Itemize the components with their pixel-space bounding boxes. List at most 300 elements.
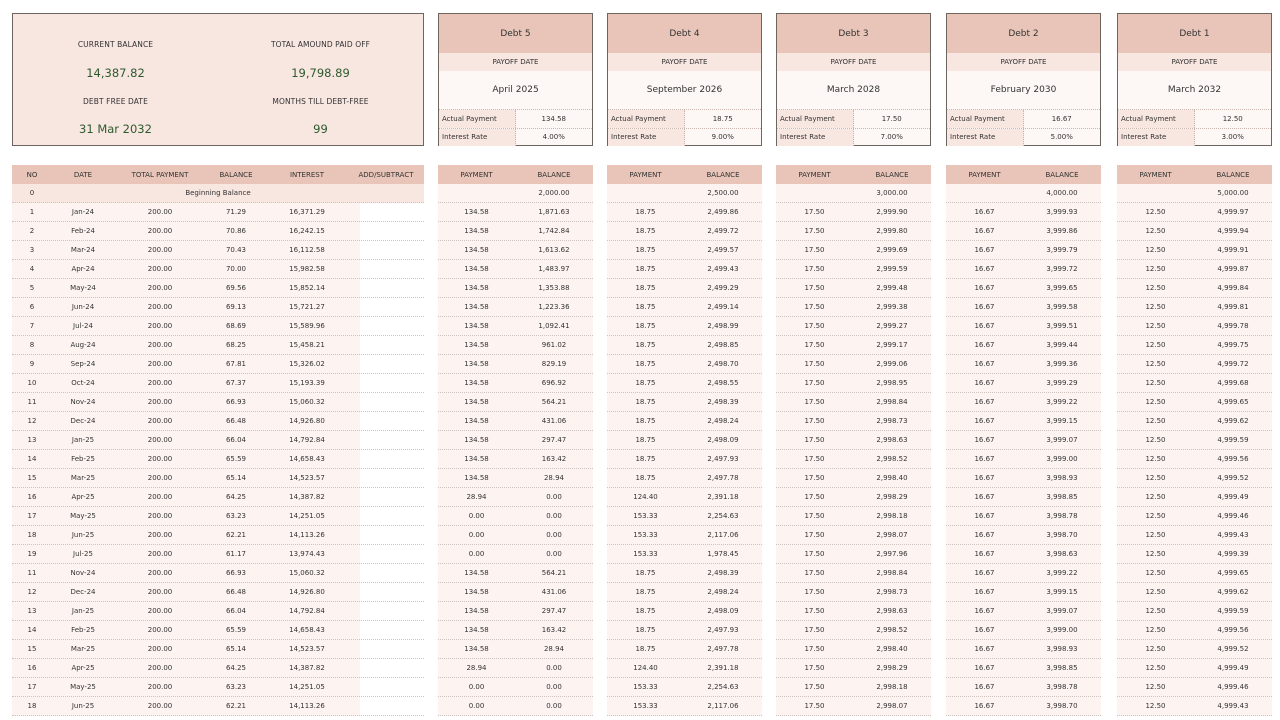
payment-cell: 134.58: [464, 208, 489, 216]
balance-cell: 66.48: [225, 417, 247, 425]
payment-cell: 18.75: [635, 455, 656, 463]
balance-cell: 28.94: [543, 645, 565, 653]
payment-cell: 12.50: [1145, 246, 1166, 254]
balance-cell: 2,999.38: [876, 303, 908, 311]
col-balance: BALANCE: [219, 170, 253, 179]
table-row: [776, 526, 931, 545]
payment-cell: 153.33: [633, 550, 658, 558]
balance-cell: 2,497.78: [707, 645, 739, 653]
table-row: [12, 678, 424, 697]
interest-cell: 13,974.43: [289, 550, 325, 558]
payment-cell: 17.50: [804, 341, 825, 349]
table-header: [946, 165, 1101, 184]
balance-cell: 4,999.46: [1217, 512, 1249, 520]
balance-cell: 68.25: [225, 341, 247, 349]
balance-cell: 4,999.52: [1217, 474, 1249, 482]
table-row: [12, 279, 424, 298]
add-subtract-cell[interactable]: [348, 583, 424, 601]
balance-cell: 2,998.07: [876, 702, 908, 710]
debt-table: [946, 165, 1101, 716]
no-cell: 7: [29, 322, 35, 330]
table-row: [438, 545, 593, 564]
balance-cell: 564.21: [541, 398, 567, 406]
balance-cell: 67.81: [225, 360, 247, 368]
table-row: [607, 640, 762, 659]
interest-cell: 15,193.39: [289, 379, 325, 387]
debt-free-date-value: 31 Mar 2032: [79, 122, 152, 136]
balance-cell: 2,998.52: [876, 455, 908, 463]
table-row: [607, 241, 762, 260]
add-subtract-cell[interactable]: [348, 203, 424, 221]
add-subtract-cell[interactable]: [348, 564, 424, 582]
actual-payment-row: [777, 109, 930, 128]
balance-cell: 3,999.79: [1046, 246, 1078, 254]
date-cell: Apr-25: [71, 493, 95, 501]
debt-free-date-label: DEBT FREE DATE: [83, 96, 148, 106]
total-payment-cell: 200.00: [147, 664, 173, 672]
table-row: [946, 526, 1101, 545]
payment-cell: 0.00: [468, 702, 485, 710]
add-subtract-cell[interactable]: [348, 298, 424, 316]
payment-cell: 18.75: [635, 607, 656, 615]
interest-rate-row: [439, 128, 592, 147]
balance-cell: 3,999.07: [1046, 607, 1078, 615]
table-row: [776, 374, 931, 393]
interest-cell: 14,926.80: [289, 417, 325, 425]
payment-cell: 12.50: [1145, 645, 1166, 653]
add-subtract-cell[interactable]: [348, 545, 424, 563]
table-row: [1117, 602, 1272, 621]
add-subtract-cell[interactable]: [348, 393, 424, 411]
table-row: [1117, 697, 1272, 716]
debt-table: [438, 165, 593, 716]
no-cell: 2: [29, 227, 35, 235]
balance-cell: 2,998.63: [876, 436, 908, 444]
balance-cell: 62.21: [225, 702, 247, 710]
interest-cell: 14,523.57: [289, 645, 325, 653]
balance-cell: 0.00: [546, 531, 562, 539]
interest-rate-label: Interest Rate: [947, 129, 1024, 147]
balance-cell: 1,223.36: [538, 303, 570, 311]
payment-cell: 16.67: [974, 436, 995, 444]
payment-cell: 18.75: [635, 398, 656, 406]
summary-panel: [12, 13, 424, 146]
table-row: [776, 412, 931, 431]
interest-cell: 15,852.14: [289, 284, 325, 292]
payment-cell: 12.50: [1145, 493, 1166, 501]
payment-cell: 18.75: [635, 360, 656, 368]
table-row: [946, 564, 1101, 583]
add-subtract-cell[interactable]: [348, 469, 424, 487]
total-payment-cell: 200.00: [147, 550, 173, 558]
balance-cell: 2,998.40: [876, 474, 908, 482]
add-subtract-cell[interactable]: [348, 374, 424, 392]
total-payment-cell: 200.00: [147, 645, 173, 653]
payment-cell: 17.50: [804, 588, 825, 596]
payment-cell: 17.50: [804, 303, 825, 311]
date-cell: Feb-25: [71, 455, 95, 463]
total-payment-cell: 200.00: [147, 379, 173, 387]
table-row: [607, 374, 762, 393]
no-cell: 14: [27, 626, 37, 634]
balance-cell: 2,998.73: [876, 417, 908, 425]
balance-cell: 0.00: [546, 664, 562, 672]
balance-cell: 2,500.00: [707, 189, 739, 197]
table-row: [1117, 621, 1272, 640]
debt-card: [946, 13, 1101, 146]
add-subtract-cell[interactable]: [348, 640, 424, 658]
payment-cell: 18.75: [635, 379, 656, 387]
actual-payment-value[interactable]: 12.50: [1222, 114, 1243, 123]
payment-cell: 134.58: [464, 398, 489, 406]
payment-cell: 134.58: [464, 455, 489, 463]
balance-cell: 66.04: [225, 607, 247, 615]
interest-cell: 14,251.05: [289, 683, 325, 691]
table-row: [12, 545, 424, 564]
interest-cell: 14,523.57: [289, 474, 325, 482]
payment-cell: 16.67: [974, 683, 995, 691]
interest-rate-value[interactable]: 3.00%: [1221, 133, 1244, 142]
interest-rate-label: Interest Rate: [608, 129, 685, 147]
table-row: [12, 374, 424, 393]
no-cell: 16: [27, 664, 37, 672]
balance-cell: 2,999.69: [876, 246, 908, 254]
debt-name: Debt 3: [777, 14, 930, 53]
add-subtract-cell[interactable]: [348, 355, 424, 373]
table-row: [12, 488, 424, 507]
debt-name: Debt 4: [608, 14, 761, 53]
add-subtract-cell[interactable]: [348, 336, 424, 354]
balance-cell: 66.93: [225, 398, 247, 406]
payment-cell: 16.67: [974, 702, 995, 710]
payment-cell: 17.50: [804, 550, 825, 558]
table-row: [438, 678, 593, 697]
actual-payment-label: Actual Payment: [947, 110, 1024, 128]
balance-cell: 1,353.88: [538, 284, 570, 292]
table-row: [776, 640, 931, 659]
add-subtract-cell[interactable]: [348, 450, 424, 468]
col-payment: PAYMENT: [968, 170, 1001, 179]
payment-cell: 12.50: [1145, 284, 1166, 292]
table-row: [607, 564, 762, 583]
balance-cell: 4,999.46: [1217, 683, 1249, 691]
interest-rate-value[interactable]: 4.00%: [542, 133, 565, 142]
balance-cell: 3,999.22: [1046, 569, 1078, 577]
balance-cell: 0.00: [546, 512, 562, 520]
table-row: [946, 203, 1101, 222]
total-payment-cell: 200.00: [147, 417, 173, 425]
total-payment-cell: 200.00: [147, 588, 173, 596]
payment-cell: 134.58: [464, 265, 489, 273]
table-row: [776, 621, 931, 640]
payment-cell: 12.50: [1145, 474, 1166, 482]
payment-cell: 17.50: [804, 455, 825, 463]
table-row: [776, 393, 931, 412]
table-row: [607, 317, 762, 336]
table-row: [438, 697, 593, 716]
balance-cell: 4,999.52: [1217, 645, 1249, 653]
table-row: [776, 317, 931, 336]
balance-cell: 2,998.52: [876, 626, 908, 634]
table-row: [438, 583, 593, 602]
payment-cell: 18.75: [635, 208, 656, 216]
balance-cell: 2,998.84: [876, 569, 908, 577]
balance-cell: 4,999.91: [1217, 246, 1249, 254]
row-no: 0: [29, 189, 35, 197]
table-row: [946, 279, 1101, 298]
table-row: [1117, 241, 1272, 260]
payment-cell: 16.67: [974, 341, 995, 349]
payoff-date-value: September 2026: [646, 85, 723, 95]
add-subtract-cell[interactable]: [348, 621, 424, 639]
payment-cell: 12.50: [1145, 379, 1166, 387]
interest-rate-row: [1118, 128, 1271, 147]
interest-rate-value[interactable]: 7.00%: [880, 133, 903, 142]
table-row: [438, 203, 593, 222]
payment-cell: 153.33: [633, 702, 658, 710]
balance-cell: 2,997.96: [876, 550, 908, 558]
balance-cell: 2,497.93: [707, 455, 739, 463]
total-payment-cell: 200.00: [147, 246, 173, 254]
balance-cell: 4,999.49: [1217, 493, 1249, 501]
table-row: [1117, 583, 1272, 602]
balance-cell: 3,998.63: [1046, 550, 1078, 558]
balance-cell: 4,999.43: [1217, 531, 1249, 539]
table-row: [607, 507, 762, 526]
interest-rate-label: Interest Rate: [1118, 129, 1195, 147]
balance-cell: 3,998.78: [1046, 512, 1078, 520]
table-row: [1117, 279, 1272, 298]
col-interest: INTEREST: [289, 170, 324, 179]
debt-table: [776, 165, 931, 716]
balance-cell: 3,999.15: [1046, 417, 1078, 425]
table-row: [12, 336, 424, 355]
date-cell: May-24: [70, 284, 96, 292]
balance-cell: 4,999.65: [1217, 398, 1249, 406]
add-subtract-cell[interactable]: [348, 678, 424, 696]
table-row: [946, 222, 1101, 241]
balance-cell: 70.86: [225, 227, 247, 235]
interest-cell: 16,371.29: [289, 208, 325, 216]
balance-cell: 3,999.93: [1046, 208, 1078, 216]
payment-cell: 12.50: [1145, 341, 1166, 349]
table-row: [776, 298, 931, 317]
balance-cell: 3,999.07: [1046, 436, 1078, 444]
table-row: [12, 393, 424, 412]
table-row: [1117, 526, 1272, 545]
table-row: [776, 184, 931, 203]
payment-cell: 134.58: [464, 246, 489, 254]
interest-rate-value[interactable]: 9.00%: [711, 133, 734, 142]
actual-payment-value[interactable]: 18.75: [712, 114, 733, 123]
table-row: [946, 602, 1101, 621]
add-subtract-cell[interactable]: [348, 602, 424, 620]
no-cell: 12: [27, 588, 37, 596]
table-row: [438, 431, 593, 450]
table-header: [12, 165, 424, 184]
balance-cell: 1,613.62: [538, 246, 570, 254]
add-subtract-cell[interactable]: [348, 241, 424, 259]
table-row: [1117, 431, 1272, 450]
balance-cell: 2,497.93: [707, 626, 739, 634]
interest-cell: 15,060.32: [289, 569, 325, 577]
add-subtract-cell[interactable]: [348, 526, 424, 544]
balance-cell: 431.06: [541, 588, 567, 596]
balance-cell: 4,999.84: [1217, 284, 1249, 292]
total-payment-cell: 200.00: [147, 512, 173, 520]
balance-cell: 4,999.56: [1217, 626, 1249, 634]
add-subtract-cell[interactable]: [348, 260, 424, 278]
balance-cell: 1,742.84: [538, 227, 570, 235]
balance-cell: 0.00: [546, 702, 562, 710]
add-subtract-cell[interactable]: [348, 431, 424, 449]
payment-cell: 12.50: [1145, 550, 1166, 558]
date-cell: Nov-24: [70, 398, 96, 406]
add-subtract-cell[interactable]: [348, 659, 424, 677]
table-row: [607, 355, 762, 374]
balance-cell: 4,999.81: [1217, 303, 1249, 311]
date-cell: Jul-24: [73, 322, 93, 330]
balance-cell: 3,999.51: [1046, 322, 1078, 330]
no-cell: 6: [29, 303, 35, 311]
table-row: [776, 336, 931, 355]
balance-cell: 2,498.70: [707, 360, 739, 368]
payment-schedule-table: [12, 165, 424, 716]
balance-cell: 3,999.15: [1046, 588, 1078, 596]
no-cell: 10: [27, 379, 37, 387]
payment-cell: 17.50: [804, 702, 825, 710]
months-label: MONTHS TILL DEBT-FREE: [272, 96, 369, 106]
col-balance: BALANCE: [1045, 170, 1079, 179]
payoff-date-label: PAYOFF DATE: [777, 53, 930, 71]
balance-cell: 1,483.97: [538, 265, 570, 273]
table-row: [1117, 298, 1272, 317]
table-row: [776, 222, 931, 241]
payoff-date-value: March 2032: [1167, 85, 1222, 95]
add-subtract-cell[interactable]: [348, 697, 424, 715]
no-cell: 3: [29, 246, 35, 254]
no-cell: 9: [29, 360, 35, 368]
col-payment: PAYMENT: [460, 170, 493, 179]
balance-cell: 62.21: [225, 531, 247, 539]
balance-cell: 2,499.43: [707, 265, 739, 273]
interest-rate-value[interactable]: 5.00%: [1050, 133, 1073, 142]
table-row: [12, 222, 424, 241]
add-subtract-cell[interactable]: [348, 507, 424, 525]
total-payment-cell: 200.00: [147, 455, 173, 463]
table-row: [438, 374, 593, 393]
table-row: [438, 659, 593, 678]
payment-cell: 18.75: [635, 436, 656, 444]
table-row: [776, 241, 931, 260]
table-row: [438, 469, 593, 488]
payment-cell: 17.50: [804, 645, 825, 653]
table-row: [946, 336, 1101, 355]
interest-cell: 14,926.80: [289, 588, 325, 596]
table-row: [1117, 222, 1272, 241]
no-cell: 15: [27, 645, 37, 653]
interest-rate-row: [947, 128, 1100, 147]
payment-cell: 16.67: [974, 246, 995, 254]
table-row: [607, 203, 762, 222]
balance-cell: 71.29: [225, 208, 247, 216]
table-row: [438, 564, 593, 583]
balance-cell: 2,497.78: [707, 474, 739, 482]
payment-cell: 12.50: [1145, 664, 1166, 672]
balance-cell: 3,998.93: [1046, 645, 1078, 653]
payment-cell: 134.58: [464, 322, 489, 330]
table-row: [946, 469, 1101, 488]
table-row: [946, 583, 1101, 602]
payment-cell: 28.94: [466, 493, 487, 501]
payoff-date-label: PAYOFF DATE: [1118, 53, 1271, 71]
payment-cell: 17.50: [804, 322, 825, 330]
balance-cell: 64.25: [225, 664, 247, 672]
table-row: [438, 279, 593, 298]
balance-cell: 4,999.62: [1217, 588, 1249, 596]
balance-cell: 5,000.00: [1217, 189, 1249, 197]
interest-rate-label: Interest Rate: [439, 129, 516, 147]
payment-cell: 12.50: [1145, 683, 1166, 691]
add-subtract-cell[interactable]: [348, 488, 424, 506]
col-date: DATE: [73, 170, 93, 179]
table-row: [1117, 412, 1272, 431]
balance-cell: 3,999.58: [1046, 303, 1078, 311]
debt-name: Debt 1: [1118, 14, 1271, 53]
table-row: [776, 545, 931, 564]
payment-cell: 16.67: [974, 645, 995, 653]
balance-cell: 4,999.68: [1217, 379, 1249, 387]
date-cell: May-25: [70, 512, 96, 520]
payment-cell: 12.50: [1145, 512, 1166, 520]
add-subtract-cell[interactable]: [348, 412, 424, 430]
payment-cell: 16.67: [974, 512, 995, 520]
balance-cell: 3,998.93: [1046, 474, 1078, 482]
balance-cell: 4,999.75: [1217, 341, 1249, 349]
balance-cell: 63.23: [225, 683, 247, 691]
actual-payment-value[interactable]: 134.58: [541, 114, 566, 123]
add-subtract-cell[interactable]: [348, 279, 424, 297]
payment-cell: 16.67: [974, 550, 995, 558]
debt-card: [1117, 13, 1272, 146]
payment-cell: 12.50: [1145, 265, 1166, 273]
actual-payment-value[interactable]: 17.50: [881, 114, 902, 123]
total-payment-cell: 200.00: [147, 265, 173, 273]
balance-cell: 2,999.48: [876, 284, 908, 292]
table-row: [1117, 393, 1272, 412]
payment-cell: 18.75: [635, 227, 656, 235]
actual-payment-value[interactable]: 16.67: [1051, 114, 1072, 123]
table-row: [607, 526, 762, 545]
add-subtract-cell[interactable]: [348, 222, 424, 240]
add-subtract-cell[interactable]: [348, 317, 424, 335]
table-row: [946, 241, 1101, 260]
balance-cell: 2,498.39: [707, 398, 739, 406]
total-payment-cell: 200.00: [147, 702, 173, 710]
payment-cell: 17.50: [804, 265, 825, 273]
date-cell: Nov-24: [70, 569, 96, 577]
payment-cell: 16.67: [974, 569, 995, 577]
table-row: [607, 184, 762, 203]
interest-cell: 15,060.32: [289, 398, 325, 406]
balance-cell: 2,999.90: [876, 208, 908, 216]
interest-rate-row: [777, 128, 930, 147]
table-row: [607, 621, 762, 640]
table-row: [776, 583, 931, 602]
balance-cell: 65.14: [225, 645, 247, 653]
no-cell: 19: [27, 550, 37, 558]
table-row: [946, 355, 1101, 374]
